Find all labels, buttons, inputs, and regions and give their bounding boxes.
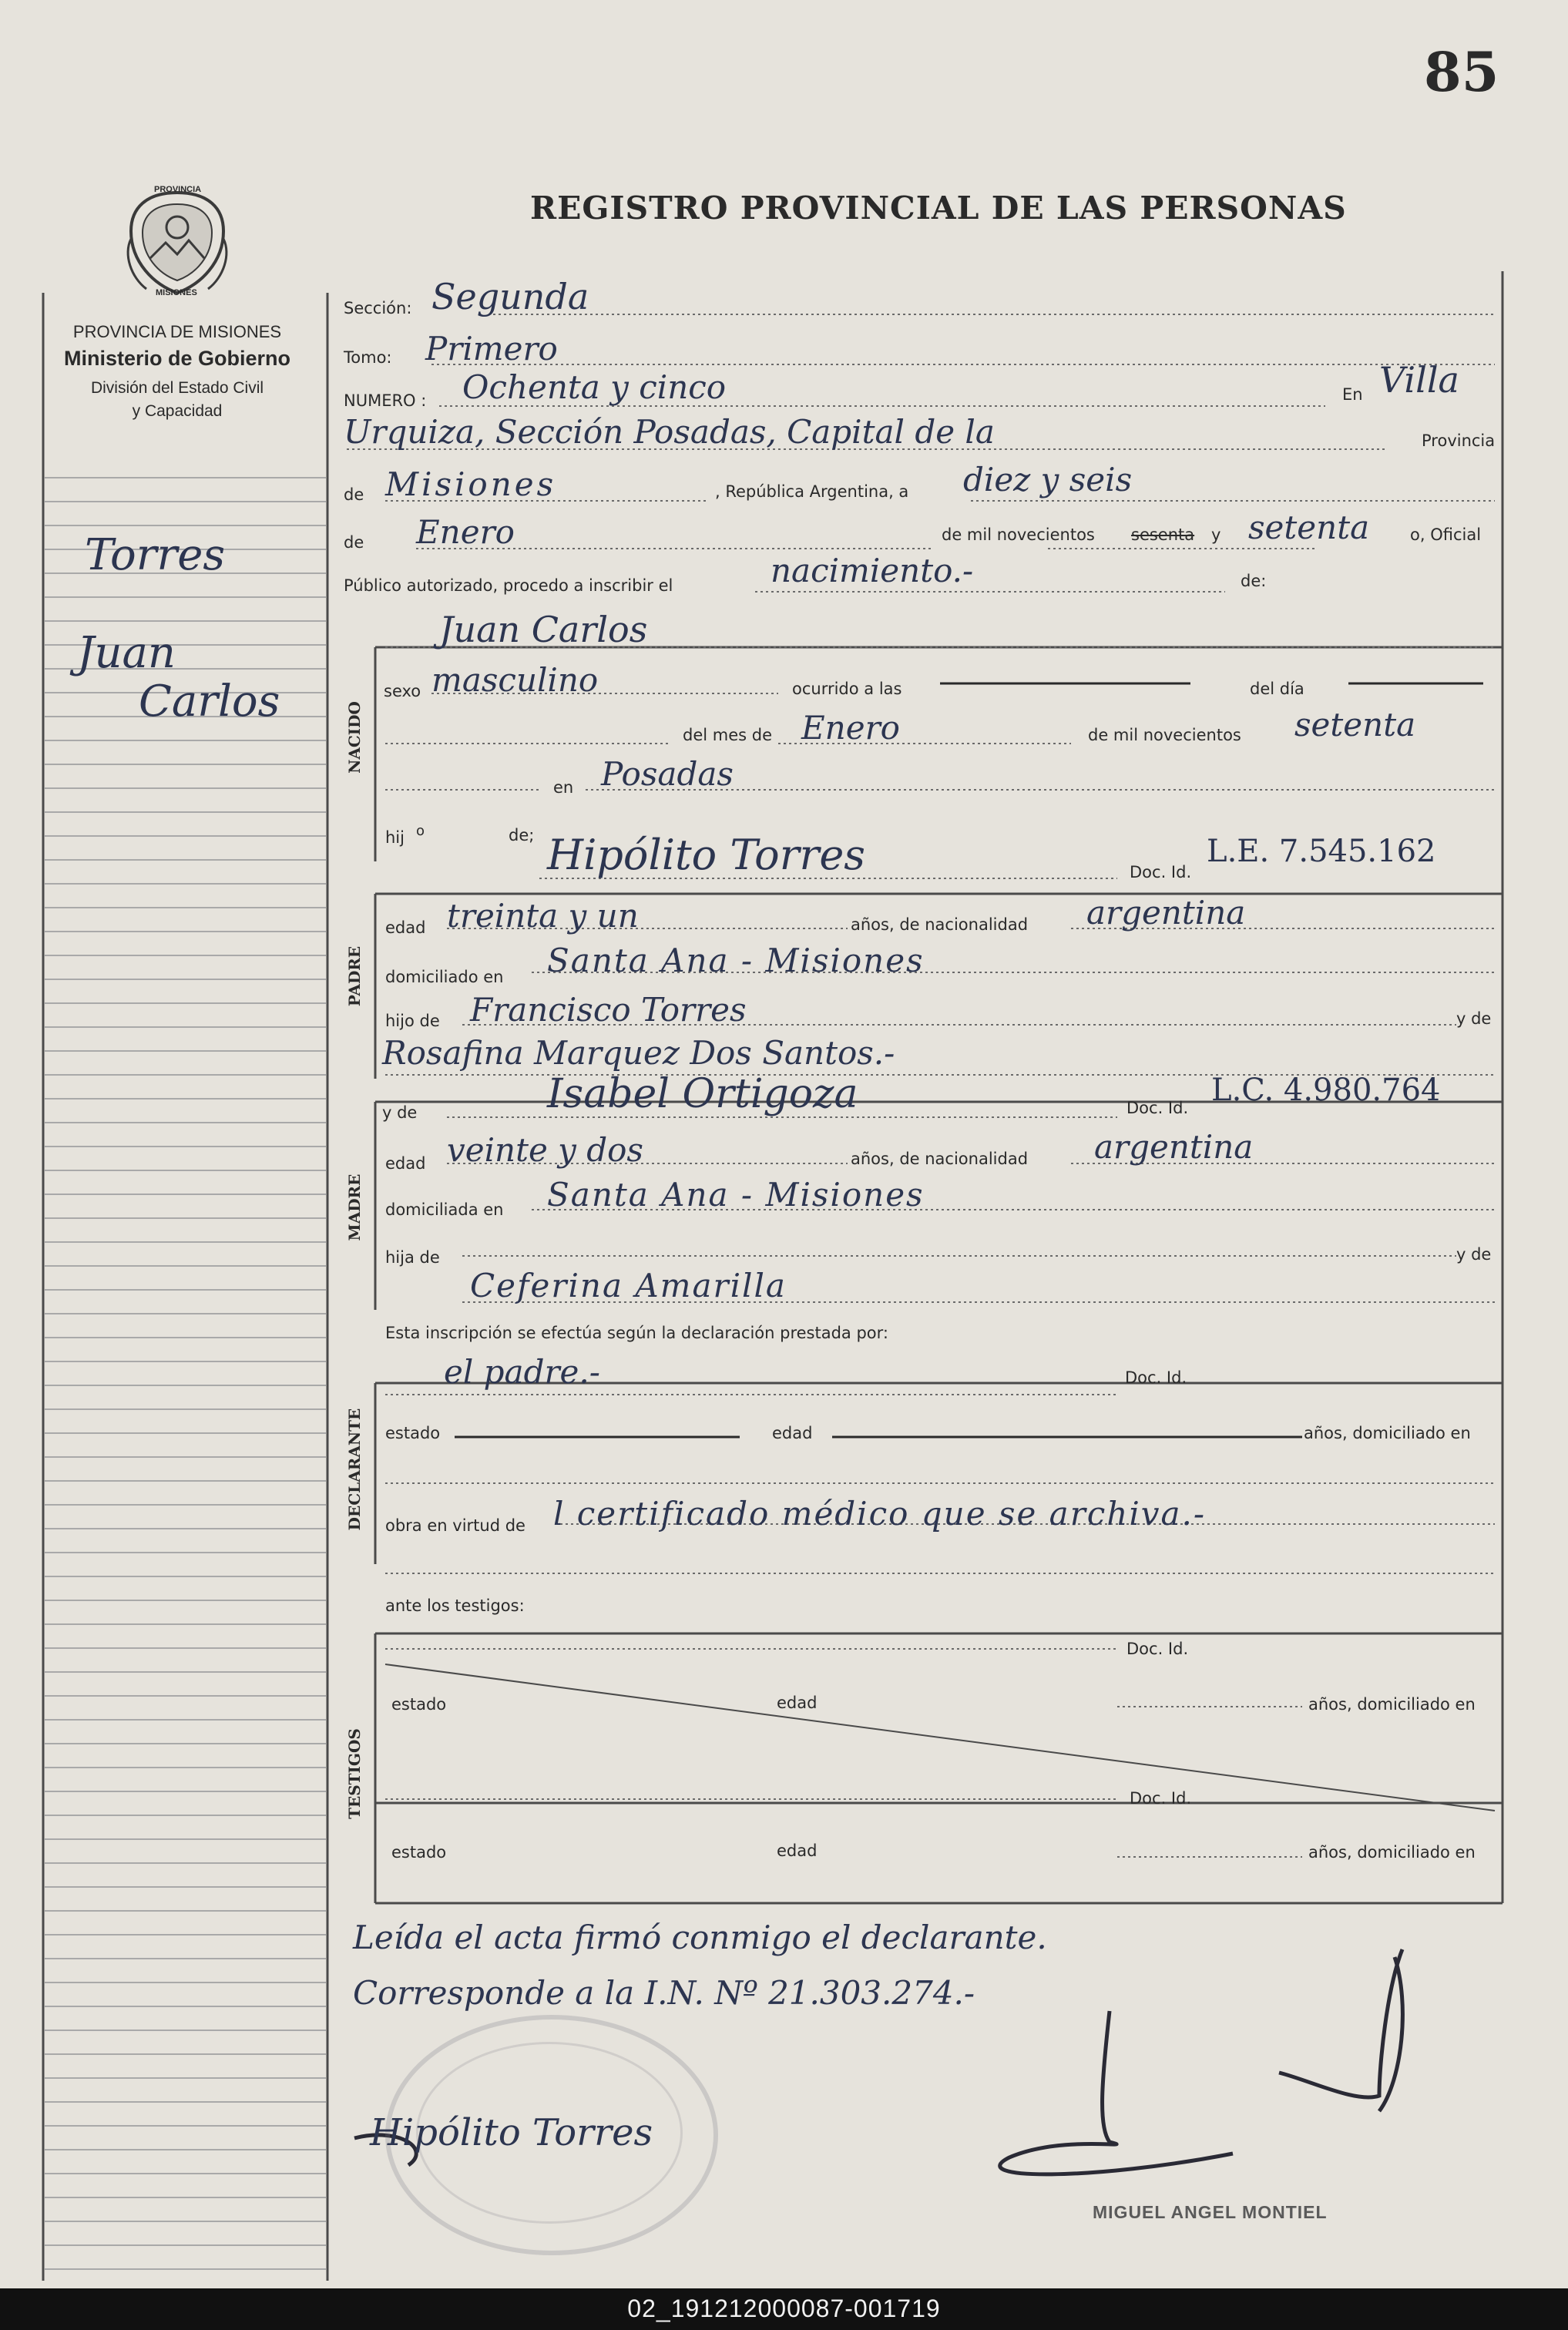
label-estado-decl: estado <box>385 1424 441 1442</box>
value-padre-doc: L.E. 7.545.162 <box>1207 834 1436 869</box>
value-abuela-materna: Ceferina Amarilla <box>470 1267 787 1304</box>
label-edad-madre: edad <box>385 1154 426 1173</box>
label-estado-test-2: estado <box>391 1843 447 1862</box>
page-title: REGISTRO PROVINCIAL DE LAS PERSONAS <box>530 190 1347 227</box>
label-obra: obra en virtud de <box>385 1516 525 1535</box>
value-madre-doc: L.C. 4.980.764 <box>1211 1073 1441 1108</box>
label-hijo: hij <box>385 828 405 847</box>
value-mes: Enero <box>416 513 515 551</box>
value-lugar-1: Villa <box>1379 359 1459 401</box>
label-doc-id-padre: Doc. Id. <box>1130 863 1192 881</box>
label-seccion: Sección: <box>344 299 412 317</box>
seal-bottom-text: MISIONES <box>156 288 197 297</box>
value-lugar-nac: Posadas <box>601 755 734 793</box>
label-ante: ante los testigos: <box>385 1596 525 1615</box>
label-inscripcion: Esta inscripción se efectúa según la declaración prestada por: <box>385 1324 888 1342</box>
label-doc-id-testigo-2: Doc. Id. <box>1130 1789 1192 1808</box>
label-tomo: Tomo: <box>344 348 392 367</box>
value-firma-declarante: Hipólito Torres <box>370 2111 653 2154</box>
ministry-name: Ministerio de Gobierno <box>63 347 291 370</box>
value-acto: nacimiento.- <box>771 552 974 589</box>
value-padre-nombre: Hipólito Torres <box>547 831 865 879</box>
label-anos-nac-padre: años, de nacionalidad <box>851 915 1029 934</box>
label-de-semicolon: de; <box>509 826 535 844</box>
value-padre-dom: Santa Ana - Misiones <box>547 942 925 979</box>
official-name-stamp: MIGUEL ANGEL MONTIEL <box>1093 2202 1328 2222</box>
value-tomo: Primero <box>425 330 558 368</box>
value-madre-edad: veinte y dos <box>447 1131 643 1169</box>
label-ocurrido: ocurrido a las <box>792 680 902 698</box>
value-abuelo: Francisco Torres <box>470 991 747 1029</box>
page-number: 85 <box>1424 40 1499 104</box>
label-provincia: Provincia <box>1422 431 1496 450</box>
footer-id: 02_191212000087-001719 <box>627 2295 941 2322</box>
label-padre: PADRE <box>345 945 364 1007</box>
label-madre: MADRE <box>345 1173 364 1241</box>
margin-surname: Torres <box>85 530 226 580</box>
value-declarante: el padre.- <box>444 1353 600 1391</box>
value-sexo: masculino <box>431 661 599 699</box>
label-de-2: de <box>344 533 364 552</box>
label-domiciliado: domiciliado en <box>385 968 504 986</box>
value-nota-1: Leída el acta firmó conmigo el declarante. <box>353 1919 1047 1956</box>
label-edad-decl: edad <box>772 1424 813 1442</box>
label-de-mil-2: de mil novecientos <box>1088 726 1241 744</box>
label-testigos: TESTIGOS <box>345 1728 364 1819</box>
value-abuela: Rosafina Marquez Dos Santos.- <box>382 1034 895 1072</box>
label-anos-nac-madre: años, de nacionalidad <box>851 1150 1029 1168</box>
value-anio: setenta <box>1248 509 1370 546</box>
label-edad-test-1: edad <box>777 1694 818 1712</box>
label-doc-id-madre: Doc. Id. <box>1126 1099 1189 1117</box>
label-anos-dom-test-1: años, domiciliado en <box>1308 1695 1476 1714</box>
label-y: y <box>1211 525 1221 544</box>
label-y-de-abuela: y de <box>1456 1245 1492 1264</box>
value-anio-nac: setenta <box>1294 706 1416 744</box>
label-anos-dom-test-2: años, domiciliado en <box>1308 1843 1476 1862</box>
label-hijo-de: hijo de <box>385 1012 440 1030</box>
label-declarante: DECLARANTE <box>345 1408 364 1531</box>
label-en: En <box>1342 385 1363 404</box>
label-hija-de: hija de <box>385 1248 440 1267</box>
label-edad-padre: edad <box>385 918 426 937</box>
label-hijo-suffix: o <box>416 823 425 839</box>
label-numero: NUMERO : <box>344 391 427 410</box>
label-edad-test-2: edad <box>777 1842 818 1860</box>
label-de-1: de <box>344 485 364 504</box>
label-sesenta: sesenta <box>1131 525 1195 544</box>
province-seal-icon <box>123 185 231 300</box>
seal-top-text: PROVINCIA <box>154 185 202 194</box>
label-y-de-madre: y de <box>382 1103 418 1122</box>
margin-given-2: Carlos <box>139 677 280 727</box>
value-madre-nombre: Isabel Ortigoza <box>547 1071 858 1117</box>
label-en-2: en <box>553 778 574 797</box>
value-padre-edad: treinta y un <box>447 897 639 935</box>
label-domiciliada: domiciliada en <box>385 1200 504 1219</box>
label-doc-id-declarante: Doc. Id. <box>1125 1368 1187 1387</box>
value-lugar-2: Urquiza, Sección Posadas, Capital de la <box>344 413 995 451</box>
value-padre-nac: argentina <box>1086 894 1246 932</box>
label-del-dia: del día <box>1250 680 1304 698</box>
value-madre-dom: Santa Ana - Misiones <box>547 1176 925 1214</box>
label-nacido: NACIDO <box>345 701 364 774</box>
division-line-1: División del Estado Civil <box>90 379 264 397</box>
margin-given-1: Juan <box>77 628 176 678</box>
value-provincia: Misiones <box>385 465 557 503</box>
label-doc-id-testigo-1: Doc. Id. <box>1126 1640 1189 1658</box>
division-line-2: y Capacidad <box>132 402 223 420</box>
label-y-de-padre: y de <box>1456 1009 1492 1028</box>
label-republica: , República Argentina, a <box>715 482 909 501</box>
value-seccion: Segunda <box>431 276 589 317</box>
value-nota-2: Corresponde a la I.N. Nº 21.303.274.- <box>353 1974 975 2012</box>
value-dia: diez y seis <box>963 461 1133 499</box>
value-obra: l certificado médico que se archiva.- <box>553 1495 1207 1533</box>
label-estado-test-1: estado <box>391 1695 447 1714</box>
label-publico: Público autorizado, procedo a inscribir el <box>344 576 673 595</box>
label-del-mes: del mes de <box>683 726 773 744</box>
value-nombre: Juan Carlos <box>439 609 648 650</box>
value-numero: Ochenta y cinco <box>462 368 727 406</box>
label-sexo: sexo <box>384 682 421 700</box>
label-de-colon: de: <box>1241 572 1267 590</box>
label-oficial: o, Oficial <box>1410 525 1482 544</box>
value-mes-nac: Enero <box>801 709 900 747</box>
label-de-mil: de mil novecientos <box>942 525 1095 544</box>
value-madre-nac: argentina <box>1094 1128 1254 1166</box>
label-anos-dom-decl: años, domiciliado en <box>1304 1424 1471 1442</box>
province-name: PROVINCIA DE MISIONES <box>72 322 282 341</box>
